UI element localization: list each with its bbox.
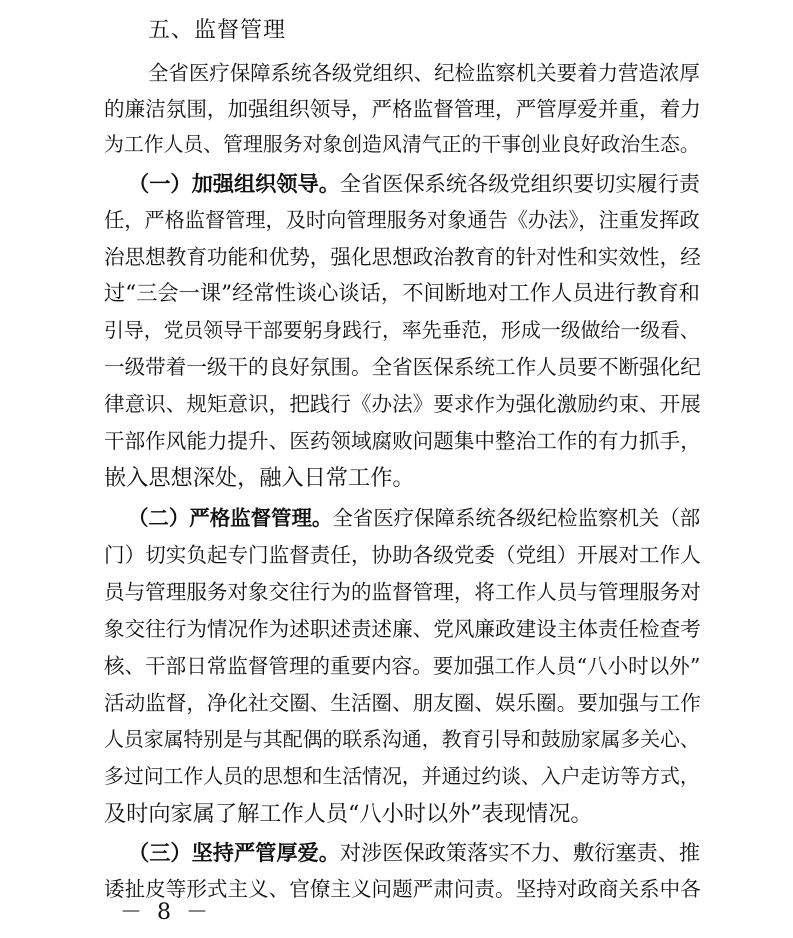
paragraph-line: 引导，党员领导干部要躬身践行，率先垂范，形成一级做给一级看、: [104, 319, 700, 342]
paragraph-line: 人员家属特别是与其配偶的联系沟通，教育引导和鼓励家属多关心、: [104, 728, 700, 751]
paragraph-line: 门）切实负起专门监督责任，协助各级党委（党组）开展对工作人: [104, 543, 701, 567]
paragraph-line: 嵌入思想深处，融入日常工作。: [104, 465, 415, 491]
page-number: － 8 －: [120, 900, 212, 925]
paragraph-line: 多过问工作人员的思想和生活情况，并通过约谈、入户走访等方式，: [104, 765, 700, 788]
intro-line: 为工作人员、管理服务对象创造风清气正的干事创业良好政治生态。: [104, 133, 700, 156]
paragraph-line: 活动监督，净化社交圈、生活圈、朋友圈、娱乐圈。要加强与工作: [104, 691, 701, 715]
paragraph-first-line: [128, 503, 700, 533]
intro-line: 的廉洁氛围，加强组织领导，严格监督管理，严管厚爱并重，着力: [104, 97, 701, 121]
item-title: （三）坚持严管厚爱。: [128, 840, 340, 865]
item-title: （一）加强组织领导。: [128, 171, 340, 196]
paragraph-line: 治思想教育功能和优势，强化思想政治教育的针对性和实效性，经: [104, 245, 701, 269]
intro-line: 全省医疗保障系统各级党组织、纪检监察机关要着力营造浓厚: [148, 61, 700, 85]
paragraph-line: 员与管理服务对象交往行为的监督管理，将工作人员与管理服务对: [104, 580, 701, 604]
paragraph-line: 干部作风能力提升、医药领域腐败问题集中整治工作的有力抓手，: [104, 429, 701, 453]
paragraph-line: 诿扯皮等形式主义、官僚主义问题严肃问责。坚持对政商关系中各: [104, 877, 701, 901]
item-text: 对涉医保政策落实不力、敷衍塞责、推: [339, 840, 701, 865]
item-text: 全省医保系统各级党组织要切实履行责: [339, 171, 701, 196]
item-title: （二）严格监督管理。: [128, 506, 333, 530]
paragraph-first-line: [128, 838, 700, 868]
item-text: 全省医疗保障系统各级纪检监察机关（部: [332, 506, 701, 530]
paragraph-line: 核、干部日常监督管理的重要内容。要加强工作人员“八小时以外”: [104, 654, 701, 678]
paragraph-line: 及时向家属了解工作人员“八小时以外”表现情况。: [104, 801, 593, 827]
section-heading: 五、监督管理: [148, 18, 287, 43]
paragraph-line: 任，严格监督管理，及时向管理服务对象通告《办法》，注重发挥政: [104, 208, 700, 232]
paragraph-first-line: [128, 169, 700, 199]
paragraph-line: 律意识、规矩意识，把践行《办法》要求作为强化激励约束、开展: [104, 392, 701, 416]
paragraph-line: 过“三会一课”经常性谈心谈话，不间断地对工作人员进行教育和: [104, 281, 700, 306]
paragraph-line: 一级带着一级干的良好氛围。全省医保系统工作人员要不断强化纪: [104, 355, 701, 379]
paragraph-line: 象交往行为情况作为述职述责述廉、党风廉政建设主体责任检查考: [104, 617, 701, 641]
